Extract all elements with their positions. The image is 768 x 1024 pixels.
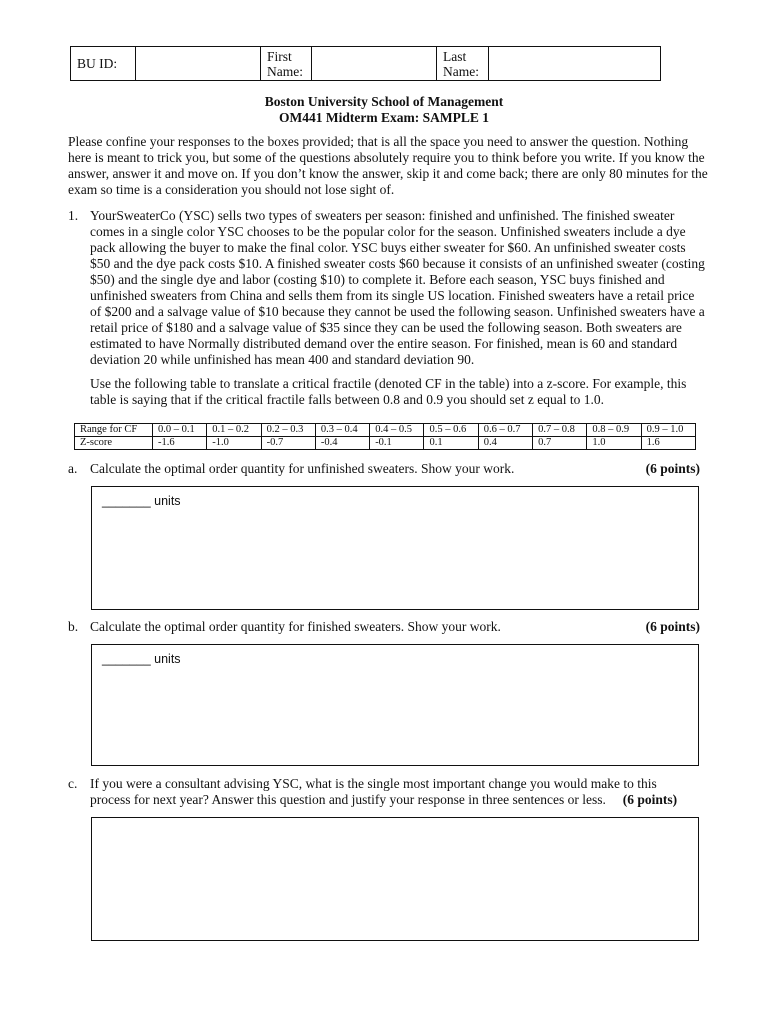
first-name-field[interactable] xyxy=(312,47,437,81)
range-cell: 0.6 – 0.7 xyxy=(478,424,532,437)
part-b-units: _______ units xyxy=(102,652,181,666)
zscore-cell: 0.1 xyxy=(424,437,478,450)
part-a-units: _______ units xyxy=(102,494,181,508)
student-id-table xyxy=(70,46,661,81)
zscore-cell: 1.0 xyxy=(587,437,641,450)
range-row xyxy=(75,424,696,437)
critical-fractile-table xyxy=(74,423,696,450)
instructions-paragraph: Please confine your responses to the boxes provided; that is all the space you need to answer the question. Nothing here is meant to trick you, but some of the questions absolutely require you to think before you write. If you know the answer, answer it and move on. If you don’t know the answer, skip it and come back; there are only 80 minutes for the exam so time is a consideration you should not lose sight of. xyxy=(68,134,708,197)
zscore-cell: -0.7 xyxy=(261,437,315,450)
zscore-cell: -1.0 xyxy=(207,437,261,450)
part-c-answer-box[interactable] xyxy=(91,817,699,941)
part-a-letter: a. xyxy=(68,461,78,476)
part-a-text: Calculate the optimal order quantity for unfinished sweaters. Show your work. xyxy=(90,461,515,476)
zscore-cell: 0.7 xyxy=(533,437,587,450)
part-b-points: (6 points) xyxy=(645,619,700,634)
range-cell: 0.5 – 0.6 xyxy=(424,424,478,437)
part-c-text: If you were a consultant advising YSC, what is the single most important change you would make to this process for next year? Answer this question and justify your response in three sentences or less. (6 points) xyxy=(90,776,678,807)
range-cell: 0.3 – 0.4 xyxy=(315,424,369,437)
part-b-text: Calculate the optimal order quantity for finished sweaters. Show your work. xyxy=(90,619,501,634)
part-b-letter: b. xyxy=(68,619,79,634)
range-cell: 0.7 – 0.8 xyxy=(533,424,587,437)
zscore-cell: -0.4 xyxy=(315,437,369,450)
bu-id-label: BU ID: xyxy=(71,47,136,81)
part-a-answer-box[interactable] xyxy=(91,486,699,610)
range-cell: 0.9 – 1.0 xyxy=(641,424,695,437)
zscore-cell: 0.4 xyxy=(478,437,532,450)
zscore-cell: -0.1 xyxy=(370,437,424,450)
range-cell: 0.2 – 0.3 xyxy=(261,424,315,437)
first-name-label: First Name: xyxy=(261,47,312,81)
range-cell: 0.0 – 0.1 xyxy=(153,424,207,437)
zscore-label: Z-score xyxy=(75,437,153,450)
zscore-row xyxy=(75,437,696,450)
bu-id-field[interactable] xyxy=(136,47,261,81)
part-a-points: (6 points) xyxy=(645,461,700,476)
school-title: Boston University School of Management xyxy=(264,94,504,109)
zscore-cell: -1.6 xyxy=(153,437,207,450)
range-cell: 0.1 – 0.2 xyxy=(207,424,261,437)
last-name-label: Last Name: xyxy=(437,47,489,81)
range-cell: 0.8 – 0.9 xyxy=(587,424,641,437)
question-number: 1. xyxy=(68,208,79,223)
question-1-text: YourSweaterCo (YSC) sells two types of sweaters per season: finished and unfinished. The finished sweater comes in a single color YSC chooses to be the popular color for the season. Unfinished sweaters include a dye pack allowing the buyer to make the final color. YSC buys either sweater for $60. An unfinished sweater costs $50 and the dye pack costs $10. A finished sweater costs $60 because it consists of an unfinished sweater (costing $50) and the single dye and labor (costing $10) to complete it. Before each season, YSC buys finished and unfinished sweaters from China and sells them from its single US location. Finished sweaters have a retail price of $200 and a salvage value of $10 because they cannot be used the following season. Unfinished sweaters have a retail price of $180 and a salvage value of $35 since they can be used the following season. Both sweaters are estimated to have Normally distributed demand over the entire season. For finished, mean is 60 and standard deviation 20 while unfinished has mean 400 and standard deviation 90. xyxy=(90,208,705,367)
part-c-letter: c. xyxy=(68,776,78,791)
part-c-points: (6 points) xyxy=(622,792,678,807)
part-b-answer-box[interactable] xyxy=(91,644,699,766)
range-cell: 0.4 – 0.5 xyxy=(370,424,424,437)
zscore-cell: 1.6 xyxy=(641,437,695,450)
exam-title: OM441 Midterm Exam: SAMPLE 1 xyxy=(279,110,489,125)
last-name-field[interactable] xyxy=(489,47,661,81)
table-instructions: Use the following table to translate a critical fractile (denoted CF in the table) into a z-score. For example, this table is saying that if the critical fractile falls between 0.8 and 0.9 you should set z equal to 1.0. xyxy=(90,376,687,407)
range-label: Range for CF xyxy=(75,424,153,437)
